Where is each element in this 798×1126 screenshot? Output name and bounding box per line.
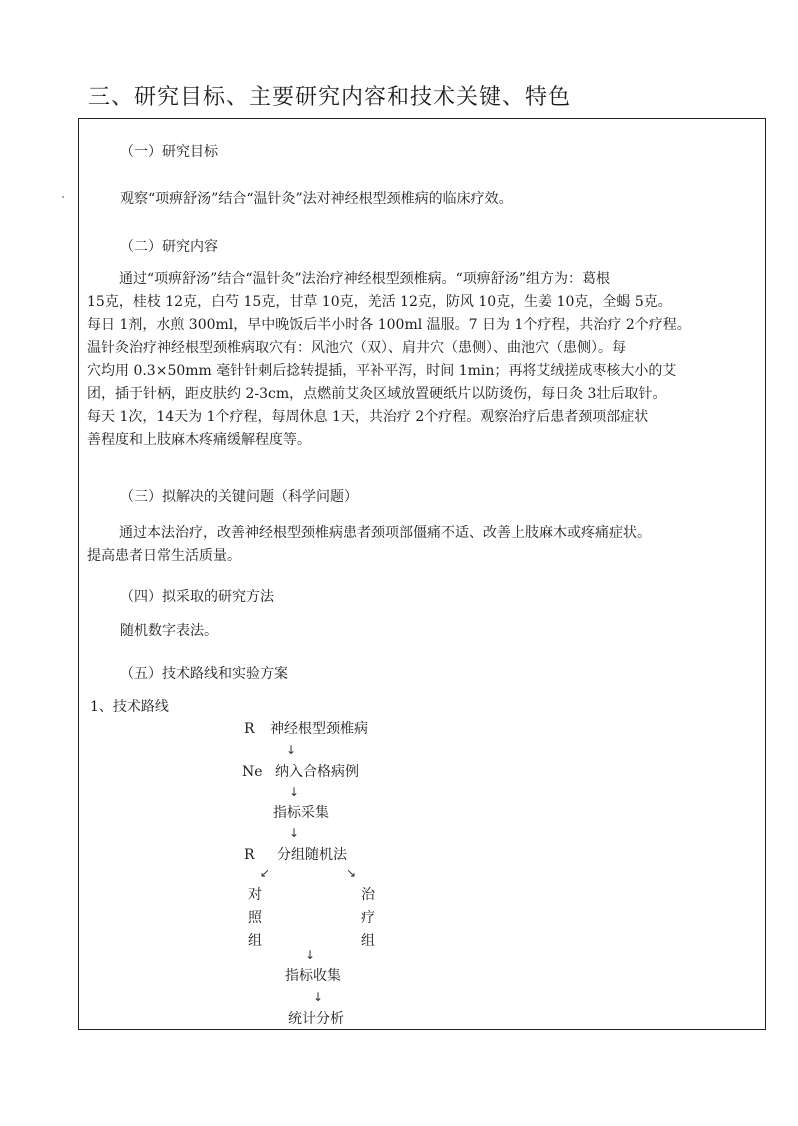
arrow-down-icon: ↓	[289, 785, 300, 799]
s1-title: （一）研究目标	[120, 144, 218, 160]
s5-subtitle: 1、技术路线	[90, 699, 169, 715]
s2-line: 温针灸治疗神经根型颈椎病取穴有：风池穴（双）、肩井穴（患侧）、曲池穴（患侧）。每	[87, 340, 626, 356]
branch-char: 治	[361, 887, 375, 903]
arrow-down-left-icon: ↙	[260, 866, 271, 880]
flow-step-2: 纳入合格病例	[275, 764, 359, 780]
branch-char: 组	[361, 933, 375, 949]
s2-line: 每天 1次，14天为 1个疗程，每周休息 1天，共治疗 2个疗程。观察治疗后患者颈项部症状	[87, 409, 649, 425]
s3-line: 通过本法治疗，改善神经根型颈椎病患者颈项部僵痛不适、改善上肢麻木或疼痛症状。	[119, 525, 651, 541]
flow-step-6: 统计分析	[288, 1011, 344, 1027]
section-heading: 三、研究目标、主要研究内容和技术关键、特色	[88, 85, 572, 110]
arrow-down-icon: ↓	[289, 826, 300, 840]
s4-body: 随机数字表法。	[120, 623, 218, 639]
s1-body: 观察“项痹舒汤”结合“温针灸”法对神经根型颈椎病的临床疗效。	[120, 191, 513, 207]
scan-speck	[62, 196, 64, 198]
s2-line: 善程度和上肢麻木疼痛缓解程度等。	[87, 432, 311, 448]
flow-marker: R	[244, 721, 255, 737]
branch-char: 对	[248, 887, 262, 903]
branch-char: 疗	[361, 910, 375, 926]
s2-title: （二）研究内容	[120, 239, 218, 255]
s2-body	[87, 268, 743, 452]
flow-step-3: 指标采集	[273, 805, 329, 821]
branch-char: 组	[248, 933, 262, 949]
branch-control-group	[247, 884, 263, 953]
arrow-down-right-icon: ↘	[346, 866, 357, 880]
s2-line: 15克，桂枝 12克，白芍 15克，甘草 10克，羌活 12克，防风 10克，生姜 10克，全蝎 5克。	[87, 294, 672, 310]
flow-step-4: 分组随机法	[277, 847, 347, 863]
branch-treatment-group	[360, 884, 376, 953]
arrow-down-icon: ↓	[286, 743, 297, 757]
s2-line: 团，插于针柄，距皮肤约 2-3cm，点燃前艾灸区域放置硬纸片以防烫伤，每日灸 3壮后取针。	[87, 386, 667, 402]
s2-line: 通过“项痹舒汤”结合“温针灸”法治疗神经根型颈椎病。“项痹舒汤”组方为：葛根	[119, 271, 610, 287]
flow-step-1: 神经根型颈椎病	[270, 721, 368, 737]
flow-marker: Ne	[242, 764, 263, 780]
branch-char: 照	[248, 910, 262, 926]
s3-title: （三）拟解决的关键问题（科学问题）	[120, 489, 358, 505]
s3-body	[87, 522, 743, 568]
flow-step-5: 指标收集	[285, 968, 341, 984]
s4-title: （四）拟采取的研究方法	[120, 589, 274, 605]
flow-marker: R	[244, 847, 255, 863]
s2-line: 穴均用 0.3×50mm 毫针针刺后捻转提插，平补平泻，时间 1min；再将艾绒搓成枣核大小的艾	[87, 363, 677, 379]
s3-line: 提高患者日常生活质量。	[87, 548, 241, 564]
arrow-down-icon: ↓	[313, 990, 324, 1004]
arrow-down-icon: ↓	[305, 948, 316, 962]
s5-title: （五）技术路线和实验方案	[120, 666, 288, 682]
s2-line: 每日 1剂，水煎 300ml，早中晚饭后半小时各 100ml 温服。7 日为 1个疗程，共治疗 2个疗程。	[87, 317, 691, 333]
